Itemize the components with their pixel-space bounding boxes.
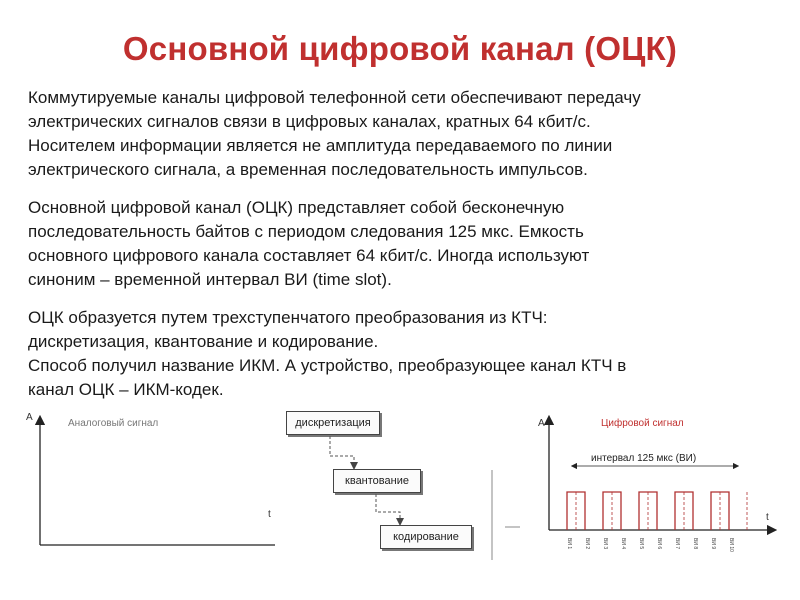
digital-x-label: t <box>766 512 769 523</box>
paragraph-line: электрического сигнала, а временная последовательность импульсов. <box>28 160 588 179</box>
analog-x-label: t <box>268 509 271 520</box>
digital-y-label: A <box>538 418 545 429</box>
slot-label: ВИ 4 <box>620 538 626 550</box>
slot-label: ВИ 2 <box>584 538 590 550</box>
pulse <box>675 492 693 530</box>
page-title: Основной цифровой канал (ОЦК) <box>122 30 678 67</box>
slot-label: ВИ 5 <box>638 538 644 550</box>
analog-y-label: A <box>26 412 33 423</box>
slot-label: ВИ 6 <box>656 538 662 550</box>
pulse-train <box>567 492 747 530</box>
paragraph-line: канал ОЦК – ИКМ-кодек. <box>28 380 224 399</box>
digital-chart-title: Цифровой сигнал <box>601 418 684 429</box>
interval-label: интервал 125 мкс (ВИ) <box>591 453 697 464</box>
slot-label: ВИ 10 <box>728 538 734 552</box>
quantization-label: квантование <box>345 475 409 487</box>
slot-label: ВИ 9 <box>710 538 716 550</box>
quantization-box <box>333 469 421 493</box>
paragraph-line: Способ получил название ИКМ. А устройство, преобразующее канал КТЧ в <box>28 356 627 375</box>
analog-chart-title: Аналоговый сигнал <box>68 418 159 429</box>
pulse <box>567 492 585 530</box>
paragraph-line: дискретизация, квантование и кодирование. <box>28 332 379 351</box>
connector-step1-step2 <box>330 436 354 468</box>
paragraph-1 <box>28 86 788 182</box>
discretization-label: дискретизация <box>295 417 371 429</box>
pulse <box>603 492 621 530</box>
pulse <box>711 492 729 530</box>
pulse <box>639 492 657 530</box>
coding-box <box>380 525 472 549</box>
paragraph-line: последовательность байтов с периодом следования 125 мкс. Емкость <box>28 222 584 241</box>
slot-label: ВИ 3 <box>602 538 608 550</box>
slot-labels <box>566 538 734 552</box>
paragraph-line: основного цифрового канала составляет 64 кбит/с. Иногда используют <box>28 246 590 265</box>
paragraph-line: Коммутируемые каналы цифровой телефонной сети обеспечивают передачу <box>28 88 641 107</box>
paragraph-line: ОЦК образуется путем трехступенчатого преобразования из КТЧ: <box>28 308 548 327</box>
paragraph-line: Основной цифровой канал (ОЦК) представляет собой бесконечную <box>28 198 565 217</box>
paragraph-line: синоним – временной интервал ВИ (time slot). <box>28 270 392 289</box>
paragraph-3 <box>28 306 788 402</box>
slot-label: ВИ 8 <box>692 538 698 550</box>
paragraph-line: Носителем информации является не амплитуда передаваемого по линии <box>28 136 613 155</box>
paragraph-line: электрических сигналов связи в цифровых каналах, кратных 64 кбит/с. <box>28 112 591 131</box>
coding-label: кодирование <box>393 531 459 543</box>
connector-step2-step3 <box>376 494 400 524</box>
slot-label: ВИ 1 <box>566 538 572 550</box>
paragraph-2 <box>28 196 788 292</box>
slot-label: ВИ 7 <box>674 538 680 550</box>
discretization-box <box>286 411 380 435</box>
